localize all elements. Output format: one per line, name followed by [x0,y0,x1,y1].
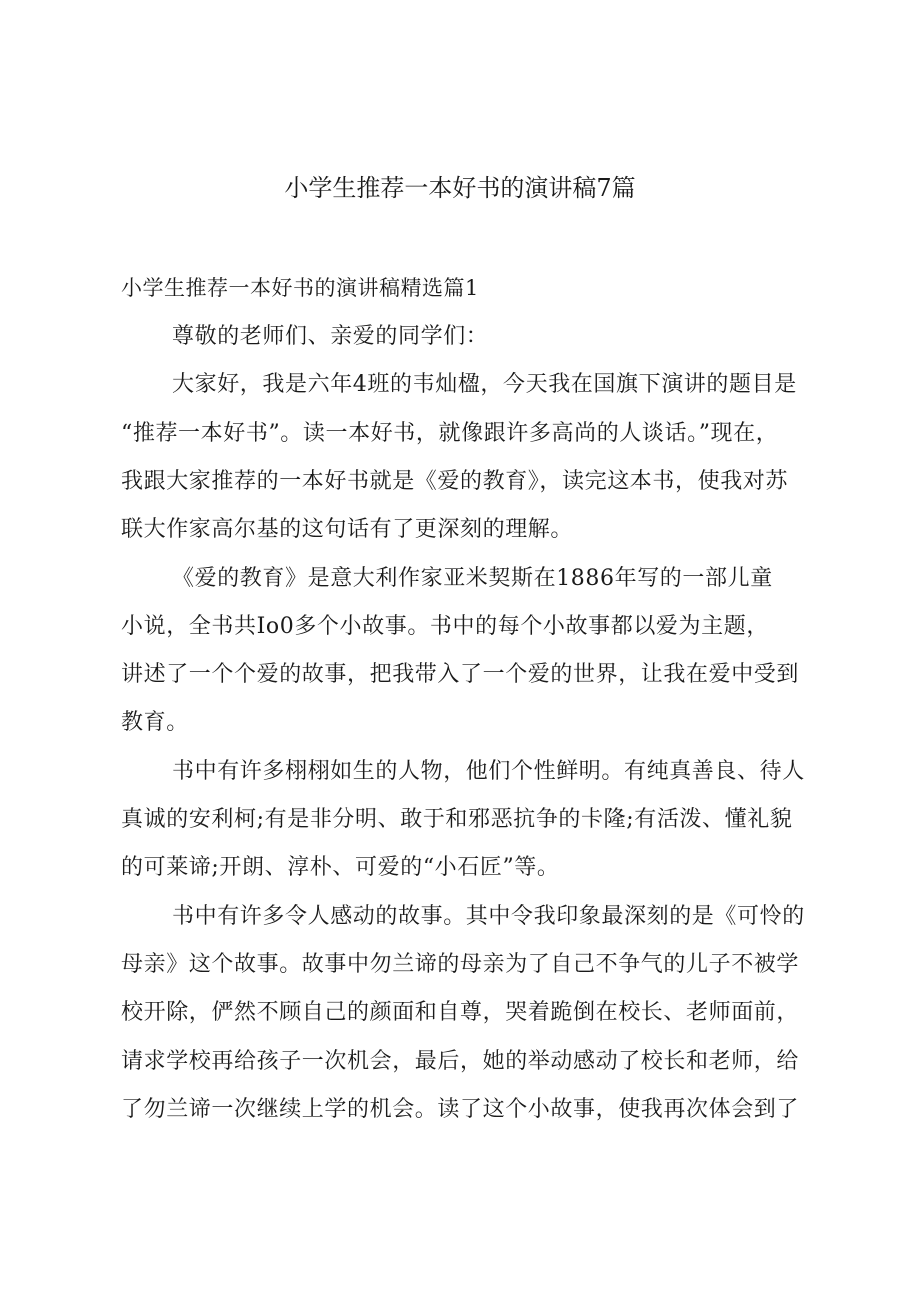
paragraph-line: 《爱的教育》是意大利作家亚米契斯在1886年写的一部儿童 [172,566,773,591]
paragraph-line: 请求学校再给孩子一次机会，最后，她的举动感动了校长和老师，给 [121,1049,800,1074]
document-title: 小学生推荐一本好书的演讲稿7篇 [284,174,636,202]
paragraph-line: 我跟大家推荐的一本好书就是《爱的教育》，读完这本书，使我对苏 [121,469,789,494]
paragraph-line: 讲述了一个个爱的故事，把我带入了一个爱的世界，让我在爱中受到 [121,662,800,687]
paragraph-line: 校开除，俨然不顾自己的颜面和自尊，哭着跪倒在校长、老师面前， [121,1000,800,1025]
paragraph-line: 书中有许多栩栩如生的人物，他们个性鲜明。有纯真善良、待人 [172,759,805,784]
paragraph-line: “推荐一本好书”。读一本好书，就像跟许多高尚的人谈话。”现在， [121,421,779,446]
paragraph-line: 联大作家高尔基的这句话有了更深刻的理解。 [121,517,574,542]
paragraph-line: 真诚的安利柯;有是非分明、敢于和邪恶抗争的卡隆;有活泼、懂礼貌 [121,807,793,832]
paragraph-line: 小说，全书共Io0多个小故事。书中的每个小故事都以爱为主题， [121,614,769,639]
paragraph-line: 教育。 [121,710,189,735]
paragraph-line: 大家好，我是六年4班的韦灿楹，今天我在国旗下演讲的题目是 [172,372,797,397]
paragraph-line: 书中有许多令人感动的故事。其中令我印象最深刻的是《可怜的 [172,904,805,929]
paragraph-line: 了勿兰谛一次继续上学的机会。读了这个小故事，使我再次体会到了 [121,1097,800,1122]
paragraph-line: 母亲》这个故事。故事中勿兰谛的母亲为了自己不争气的儿子不被学 [121,952,800,977]
paragraph-line: 的可莱谛;开朗、淳朴、可爱的“小石匠”等。 [121,855,560,880]
section-heading: 小学生推荐一本好书的演讲稿精选篇1 [121,276,479,300]
paragraph-line: 尊敬的老师们、亲爱的同学们： [172,324,489,349]
